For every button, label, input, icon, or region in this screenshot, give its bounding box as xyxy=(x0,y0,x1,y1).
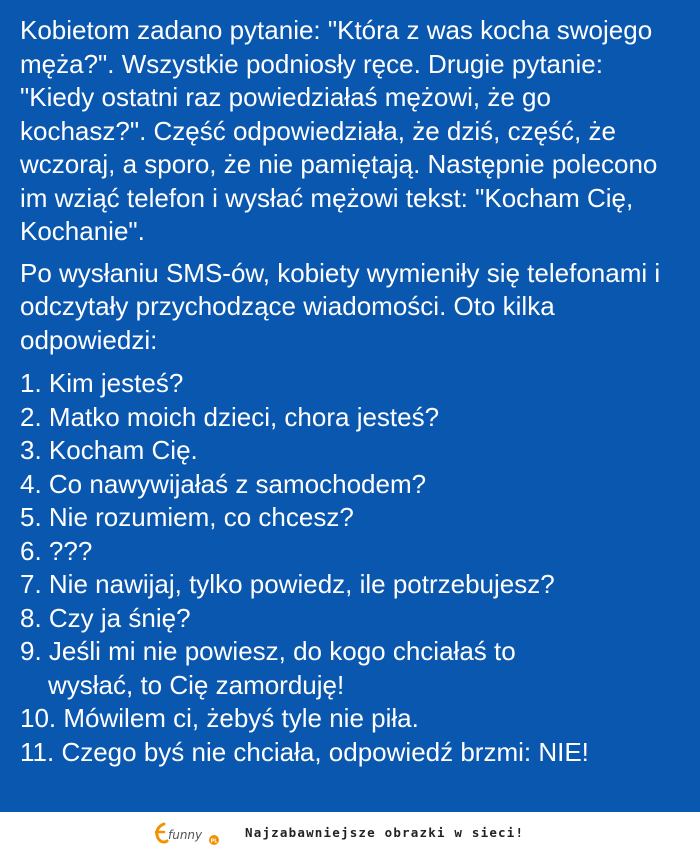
logo-text: funny xyxy=(168,828,203,842)
footer-tagline: Najzabawniejsze obrazki w sieci! xyxy=(245,825,525,840)
list-item: 7. Nie nawijaj, tylko powiedz, ile potrzebujesz? xyxy=(20,569,555,599)
list-item: 3. Kocham Cię. xyxy=(20,435,198,465)
answers-list xyxy=(20,367,684,769)
logo-suffix: PL xyxy=(210,838,218,845)
list-item: 1. Kim jesteś? xyxy=(20,368,184,398)
list-item-line-2: wysłać, to Cię zamorduję! xyxy=(48,669,345,700)
funny-logo-icon[interactable] xyxy=(152,820,232,848)
intro-paragraph-1: Kobietom zadano pytanie: "Która z was kocha swojego męża?". Wszystkie podniosły ręce. Drugie pytanie: "Kiedy ostatni raz powiedziałaś mężowi, że go kochasz?". Część odpowiedziała, że dziś, część, że wczoraj, a sporo, że nie pamiętają. Następnie polecono im wziąć telefon i wysłać mężowi tekst: "Kocham Cię, Kochanie". xyxy=(20,15,658,246)
list-item: 11. Czego byś nie chciała, odpowiedź brzmi: NIE! xyxy=(20,736,589,767)
list-item xyxy=(20,635,684,702)
list-item: 10. Mówilem ci, żebyś tyle nie piła. xyxy=(20,703,419,733)
intro-paragraph-2: Po wysłaniu SMS-ów, kobiety wymieniły się telefonami i odczytały przychodzące wiadomości. Oto kilka odpowiedzi: xyxy=(20,257,661,355)
list-item: 6. ??? xyxy=(20,535,93,566)
list-item: 8. Czy ja śnię? xyxy=(20,602,191,633)
list-item: 5. Nie rozumiem, co chcesz? xyxy=(20,502,354,532)
list-item-line-1: 9. Jeśli mi nie powiesz, do kogo chciałaś to xyxy=(20,636,516,666)
list-item: 2. Matko moich dzieci, chora jesteś? xyxy=(20,401,440,432)
list-item: 4. Co nawywijałaś z samochodem? xyxy=(20,468,427,499)
